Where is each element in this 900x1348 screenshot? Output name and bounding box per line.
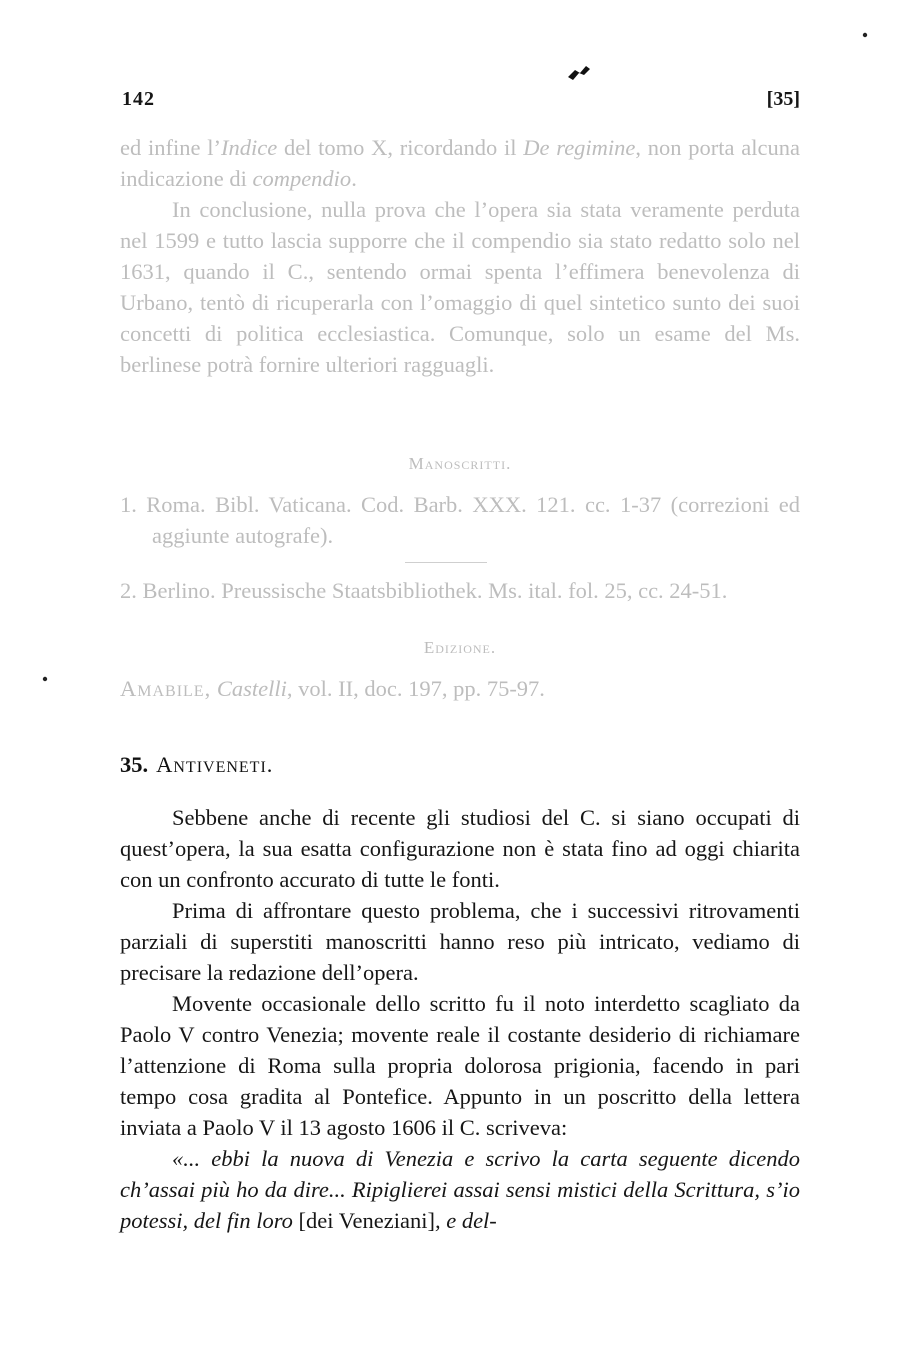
separator-rule xyxy=(405,562,487,563)
quote-text: , e del- xyxy=(434,1208,497,1233)
paragraph: Prima di affrontare questo problema, che i successivi ritrovamenti parziali di superstiti manoscritti hanno reso più intricato, vediamo di precisare la redazione dell’opera. xyxy=(120,898,800,985)
section-title: Antiveneti. xyxy=(156,752,274,777)
section-heading xyxy=(120,752,273,778)
page-number: 142 xyxy=(122,88,155,110)
ink-dot-mark xyxy=(42,676,48,682)
quote-text: «... ebbi la nuova di Venezia e scrivo la carta seguente dicendo ch’assai più ho da dire... Ripiglierei assai sensi mistici della Scrittura, s’io potessi, del fin loro xyxy=(120,1146,800,1233)
manuscript-item: 1. Roma. Bibl. Vaticana. Cod. Barb. XXX. 121. cc. 1-37 (correzioni ed aggiunte autografe). xyxy=(120,492,800,548)
paragraph: Sebbene anche di recente gli studiosi del C. si siano occupati di quest’opera, la sua esatta configurazione non è stata fino ad oggi chiarita con un confronto accurato di tutte le fonti. xyxy=(120,805,800,892)
text-run: del tomo X, ricordando il xyxy=(277,135,524,160)
paragraph: In conclusione, nulla prova che l’opera sia stata veramente perduta nel 1599 e tutto lascia supporre che il compendio sia stato redatto solo nel 1631, quando il C., sentendo ormai spenta l’effimera benevolenza di Urbano, tentò di ricuperarla con l’omaggio di quel sintetico sunto dei suoi concetti di politica ecclesiastica. Comunque, solo un esame del Ms. berlinese potrà fornire ulteriori ragguagli. xyxy=(120,197,800,377)
citation-title: Castelli xyxy=(216,676,287,701)
manuscript-item: 2. Berlino. Preussische Staatsbibliothek. Ms. ital. fol. 25, cc. 24-51. xyxy=(120,578,728,603)
paragraph: Movente occasionale dello scritto fu il noto interdetto scagliato da Paolo V contro Venezia; movente reale il costante desiderio di richiamare l’attenzione di Roma sulla propria dolorosa prigionia, facendo in pari tempo cosa gradita al Pontefice. Appunto in un poscritto della lettera inviata a Paolo V il 13 agosto 1606 il C. scriveva: xyxy=(120,991,800,1140)
running-header xyxy=(122,88,800,118)
text-run: ed infine l’ xyxy=(120,135,221,160)
paragraph xyxy=(120,132,800,194)
preceding-text-block xyxy=(120,132,800,380)
text-run: , non porta alcuna indicazione di xyxy=(120,135,800,191)
section-reference: [35] xyxy=(766,88,800,110)
citation-author: Amabile, xyxy=(120,676,212,701)
edition-entry xyxy=(120,673,800,704)
citation-details: , vol. II, doc. 197, pp. 75-97. xyxy=(286,676,545,701)
edition-heading: Edizione. xyxy=(423,638,497,657)
italic-term: compendio xyxy=(252,166,352,191)
editorial-insertion: [dei Veneziani] xyxy=(298,1208,435,1233)
citation xyxy=(120,673,800,704)
text-run: . xyxy=(351,166,357,191)
manuscripts-heading: Manoscritti. xyxy=(408,454,512,473)
section-number: 35. xyxy=(120,752,149,777)
manuscripts-list xyxy=(120,489,800,551)
manuscripts-list xyxy=(120,575,800,606)
ink-blot-mark xyxy=(566,64,592,82)
quotation xyxy=(120,1143,800,1236)
ink-dot-mark xyxy=(862,32,868,38)
italic-title: De regimine xyxy=(523,135,636,160)
section-body xyxy=(120,802,800,1236)
italic-title: Indice xyxy=(220,135,278,160)
